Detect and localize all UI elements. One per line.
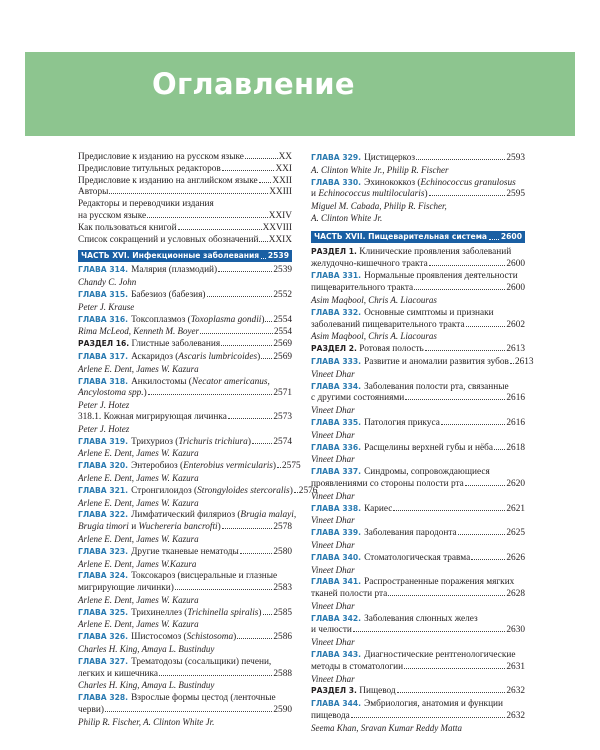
chapter-318-cont[interactable]: Ancylostoma spp.) 2571	[78, 388, 292, 399]
section-1-cont[interactable]: желудочно-кишечного тракта 2600	[311, 258, 525, 269]
chapter-342[interactable]: ГЛАВА 342. Заболевания слюнных желез	[311, 613, 478, 624]
author-entry: Rima McLeod, Kenneth M. Boyer 2554	[78, 326, 292, 337]
section-1[interactable]: РАЗДЕЛ 1. Клинические проявления заболеваний	[311, 246, 512, 257]
chapter-324[interactable]: ГЛАВА 324. Токсокароз (висцеральные и глазные	[78, 571, 278, 582]
chapter-328-cont[interactable]: черви) 2590	[78, 705, 292, 716]
chapter-335[interactable]: ГЛАВА 335. Патология прикуса 2616	[311, 417, 525, 428]
author: Vineet Dhar	[311, 564, 355, 575]
toc-entry[interactable]: Предисловие к изданию на английском языке XXII	[78, 175, 292, 186]
chapter-344[interactable]: ГЛАВА 344. Эмбриология, анатомия и функции	[311, 699, 503, 710]
part-xvi-header[interactable]: ЧАСТЬ XVI. Инфекционные заболевания 2539	[78, 250, 292, 262]
section-2[interactable]: РАЗДЕЛ 2. Ротовая полость 2613	[311, 344, 525, 355]
author: Arlene E. Dent, James W. Kazura	[78, 448, 199, 459]
toc-entry[interactable]: на русском языке XXIV	[78, 210, 292, 221]
author: Arlene E. Dent, James W. Kazura	[78, 619, 199, 630]
chapter-327-cont[interactable]: легких и кишечника 2588	[78, 668, 292, 679]
toc-entry[interactable]: Авторы XXIII	[78, 187, 292, 198]
author: A. Clinton White Jr.	[311, 212, 383, 223]
chapter-317[interactable]: ГЛАВА 317. Аскаридоз (Ascaris lumbricoides) 2569	[78, 351, 292, 362]
author: Vineet Dhar	[311, 673, 355, 684]
part-xvii-header[interactable]: ЧАСТЬ XVII. Пищеварительная система 2600	[311, 231, 525, 243]
chapter-325[interactable]: ГЛАВА 325. Трихинеллез (Trichinella spiralis) 2585	[78, 607, 292, 618]
chapter-344-cont[interactable]: пищевода 2632	[311, 711, 525, 722]
author: Charles H. King, Amaya L. Bustinduy	[78, 644, 215, 655]
author: Seema Khan, Sravan Kumar Reddy Matta	[311, 722, 462, 733]
subchapter-318-1[interactable]: 318.1. Кожная мигрирующая личинка 2573	[78, 411, 292, 422]
author: Vineet Dhar	[311, 454, 355, 465]
toc-entry[interactable]: Предисловие титульных редакторов XXI	[78, 163, 292, 174]
author: Peter J. Hotez	[78, 400, 130, 411]
toc-entry[interactable]: Предисловие к изданию на русском языке XX	[78, 152, 292, 162]
chapter-329[interactable]: ГЛАВА 329. Цистицеркоз 2593	[311, 153, 525, 163]
toc-entry-line: Редакторы и переводчики издания	[78, 199, 214, 210]
chapter-320[interactable]: ГЛАВА 320. Энтеробиоз (Enterobius vermicularis) 2575	[78, 461, 301, 472]
chapter-334[interactable]: ГЛАВА 334. Заболевания полости рта, связанные	[311, 381, 509, 392]
toc-right-column	[311, 152, 534, 735]
toc-entry[interactable]: Как пользоваться книгой XXVIII	[78, 222, 292, 233]
author: Vineet Dhar	[311, 429, 355, 440]
author: Arlene E. Dent, James W. Kazura	[78, 497, 199, 508]
author: Vineet Dhar	[311, 490, 355, 501]
author: Chandy C. John	[78, 277, 137, 288]
chapter-322[interactable]: ГЛАВА 322. Лимфатический филяриоз (Brugia malayi,	[78, 510, 297, 521]
chapter-332[interactable]: ГЛАВА 332. Основные симптомы и признаки	[311, 307, 494, 318]
author: Vineet Dhar	[311, 405, 355, 416]
chapter-341-cont[interactable]: тканей полости рта 2628	[311, 589, 525, 600]
chapter-327[interactable]: ГЛАВА 327. Трематодозы (сосальщики) печени,	[78, 656, 272, 667]
chapter-330[interactable]: ГЛАВА 330. Эхинококкоз (Echinococcus granulosus	[311, 177, 516, 188]
author: Vineet Dhar	[311, 368, 355, 379]
author: Vineet Dhar	[311, 539, 355, 550]
toc-entry[interactable]: Список сокращений и условных обозначений XXIX	[78, 234, 292, 245]
chapter-333[interactable]: ГЛАВА 333. Развитие и аномалии развития зубов 2613	[311, 356, 534, 367]
author: Arlene E. Dent, James W. Kazura	[78, 472, 199, 483]
chapter-326[interactable]: ГЛАВА 326. Шистосомоз (Schistosoma) 2586	[78, 632, 292, 643]
author: Vineet Dhar	[311, 637, 355, 648]
chapter-331-cont[interactable]: пищеварительного тракта 2600	[311, 283, 525, 294]
author: Vineet Dhar	[311, 600, 355, 611]
header-top-white	[25, 0, 575, 52]
author: Arlene E. Dent, James W.Kazura	[78, 558, 197, 569]
chapter-337[interactable]: ГЛАВА 337. Синдромы, сопровождающиеся	[311, 467, 490, 478]
chapter-343[interactable]: ГЛАВА 343. Диагностические рентгенологические	[311, 650, 516, 661]
chapter-324-cont[interactable]: мигрирующие личинки) 2583	[78, 583, 292, 594]
chapter-339[interactable]: ГЛАВА 339. Заболевания пародонта 2625	[311, 528, 525, 539]
author: Vineet Dhar	[311, 515, 355, 526]
chapter-342-cont[interactable]: и челюсти 2630	[311, 625, 525, 636]
author: Miguel M. Cabada, Philip R. Fischer,	[311, 201, 447, 212]
toc-left-column	[78, 152, 318, 729]
chapter-319[interactable]: ГЛАВА 319. Трихуриоз (Trichuris trichiura) 2574	[78, 436, 292, 447]
chapter-331[interactable]: ГЛАВА 331. Нормальные проявления деятельности	[311, 271, 518, 282]
chapter-332-cont[interactable]: заболеваний пищеварительного тракта 2602	[311, 319, 525, 330]
chapter-338[interactable]: ГЛАВА 338. Кариес 2621	[311, 503, 525, 514]
section-16[interactable]: РАЗДЕЛ 16. Глистные заболевания 2569	[78, 339, 292, 350]
author: Arlene E. Dent, James W. Kazura	[78, 363, 199, 374]
author: Peter J. Krause	[78, 301, 135, 312]
author: Peter J. Hotez	[78, 423, 130, 434]
author: Philip R. Fischer, A. Clinton White Jr.	[78, 716, 215, 727]
author: Charles H. King, Amaya L. Bustinduy	[78, 680, 215, 691]
chapter-341[interactable]: ГЛАВА 341. Распространенные поражения мягких	[311, 577, 515, 588]
chapter-315[interactable]: ГЛАВА 315. Бабезиоз (бабезия) 2552	[78, 289, 292, 300]
author: Arlene E. Dent, James W. Kazura	[78, 533, 199, 544]
chapter-323[interactable]: ГЛАВА 323. Другие тканевые нематоды 2580	[78, 546, 292, 557]
chapter-316[interactable]: ГЛАВА 316. Токсоплазмоз (Toxoplasma gondii) 2554	[78, 314, 292, 325]
chapter-318[interactable]: ГЛАВА 318. Анкилостомы (Necator americanus,	[78, 376, 270, 387]
chapter-340[interactable]: ГЛАВА 340. Стоматологическая травма 2626	[311, 552, 525, 563]
chapter-321[interactable]: ГЛАВА 321. Стронгилоидоз (Strongyloides stercoralis) 2576	[78, 485, 318, 496]
page-title: Оглавление	[152, 67, 355, 101]
chapter-337-cont[interactable]: проявлениями со стороны полости рта 2620	[311, 478, 525, 489]
author: Arlene E. Dent, James W. Kazura	[78, 594, 199, 605]
chapter-334-cont[interactable]: с другими состояниями 2616	[311, 393, 525, 404]
chapter-336[interactable]: ГЛАВА 336. Расщелины верхней губы и нёба 2618	[311, 442, 525, 453]
chapter-328[interactable]: ГЛАВА 328. Взрослые формы цестод (ленточные	[78, 693, 276, 704]
chapter-322-cont[interactable]: Brugia timori и Wuchereria bancrofti) 2578	[78, 522, 292, 533]
chapter-343-cont[interactable]: методы в стоматологии 2631	[311, 661, 525, 672]
chapter-314[interactable]: ГЛАВА 314. Малярия (плазмодий) 2539	[78, 265, 292, 276]
chapter-330-cont[interactable]: и Echinococcus multilocularis) 2595	[311, 189, 525, 200]
author: A. Clinton White Jr., Philip R. Fischer	[311, 164, 449, 175]
author: Asim Maqbool, Chris A. Liacouras	[311, 331, 437, 342]
section-3[interactable]: РАЗДЕЛ 3. Пищевод 2632	[311, 686, 525, 697]
author: Asim Maqbool, Chris A. Liacouras	[311, 294, 437, 305]
